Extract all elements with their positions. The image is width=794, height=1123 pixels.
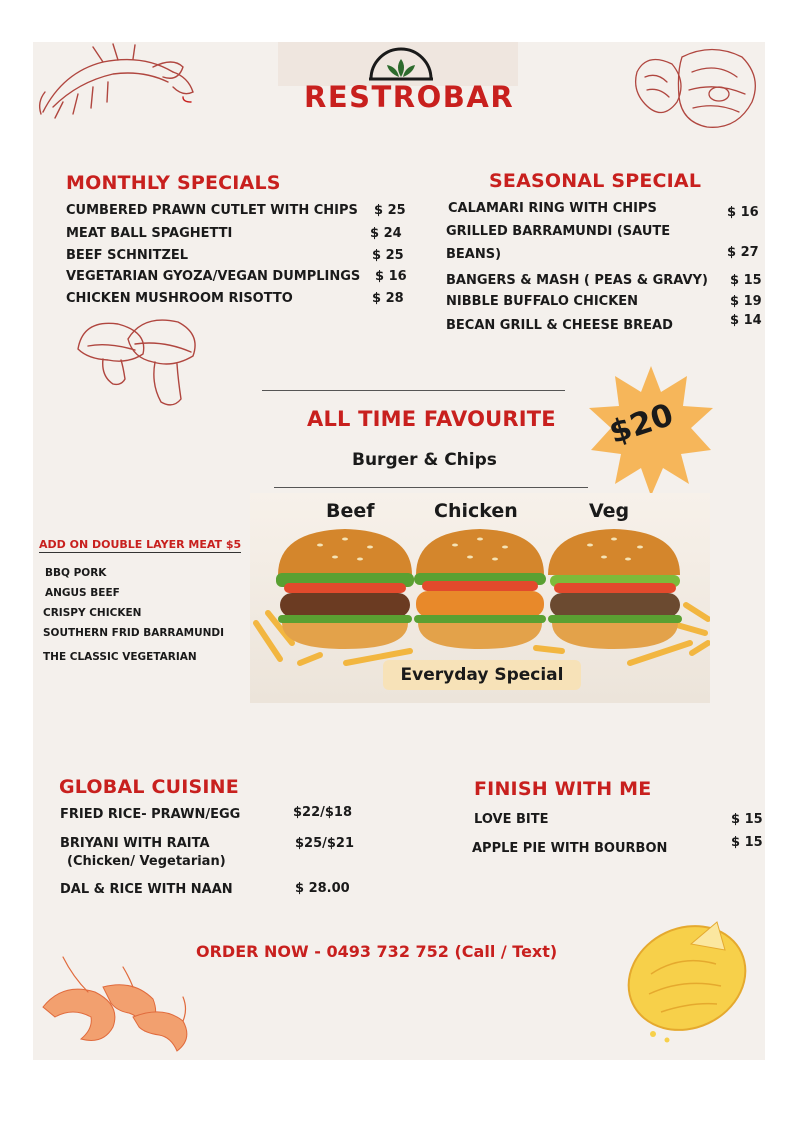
finish-item-price: $ 15 (731, 835, 763, 850)
finish-title: FINISH WITH ME (474, 778, 652, 800)
seasonal-item-price: $ 27 (727, 245, 759, 260)
monthly-item-name: MEAT BALL SPAGHETTI (66, 226, 233, 241)
favourite-title: ALL TIME FAVOURITE (307, 407, 556, 431)
seasonal-item-name: NIBBLE BUFFALO CHICKEN (446, 294, 639, 309)
seasonal-item-name-cont: BEANS) (446, 247, 502, 262)
mushroom-sketch-icon (73, 304, 203, 414)
addon-item: SOUTHERN FRID BARRAMUNDI (43, 627, 225, 639)
finish-item-price: $ 15 (731, 812, 763, 827)
monthly-item-price: $ 25 (372, 248, 404, 263)
monthly-item-name: CUMBERED PRAWN CUTLET WITH CHIPS (66, 203, 358, 218)
burger-photo (250, 493, 710, 703)
shrimp-icon (33, 947, 203, 1060)
monthly-item-name: VEGETARIAN GYOZA/VEGAN DUMPLINGS (66, 269, 361, 284)
burger-label: Chicken (434, 500, 518, 522)
global-item-price: $ 28.00 (295, 881, 350, 896)
seasonal-item-name: BECAN GRILL & CHEESE BREAD (446, 318, 673, 333)
seasonal-item-price: $ 14 (730, 313, 762, 328)
monthly-item-price: $ 25 (374, 203, 406, 218)
divider (262, 390, 565, 391)
monthly-item-name: CHICKEN MUSHROOM RISOTTO (66, 291, 293, 306)
addon-item: THE CLASSIC VEGETARIAN (43, 651, 197, 663)
order-now-text[interactable]: ORDER NOW - 0493 732 752 (Call / Text) (196, 942, 558, 961)
lobster-sketch-icon (33, 42, 203, 122)
global-item-name: FRIED RICE- PRAWN/EGG (60, 807, 241, 822)
global-item-price: $25/$21 (295, 836, 355, 851)
global-item-name: DAL & RICE WITH NAAN (60, 882, 233, 897)
monthly-item-price: $ 28 (372, 291, 404, 306)
monthly-item-name: BEEF SCHNITZEL (66, 248, 189, 263)
finish-item-name: LOVE BITE (474, 812, 549, 827)
seasonal-item-price: $ 19 (730, 294, 762, 309)
seasonal-item-name: BANGERS & MASH ( PEAS & GRAVY) (446, 273, 708, 288)
global-item-price: $22/$18 (293, 805, 353, 820)
seasonal-item-price: $ 15 (730, 273, 762, 288)
burger-label: Beef (326, 500, 375, 522)
oyster-sketch-icon (627, 42, 765, 137)
favourite-subtitle: Burger & Chips (352, 450, 497, 470)
monthly-item-price: $ 16 (375, 269, 407, 284)
addon-title: ADD ON DOUBLE LAYER MEAT $5 (39, 538, 242, 551)
menu-page (33, 42, 765, 1060)
monthly-item-price: $ 24 (370, 226, 402, 241)
monthly-title: MONTHLY SPECIALS (66, 172, 281, 194)
seasonal-item-name: GRILLED BARRAMUNDI (SAUTE (446, 224, 671, 239)
addon-item: BBQ PORK (45, 567, 107, 579)
burger-label: Veg (589, 500, 630, 522)
badge-price: $20 (605, 396, 678, 452)
addon-item: ANGUS BEEF (45, 587, 120, 599)
divider (274, 487, 588, 488)
addon-item: CRISPY CHICKEN (43, 607, 142, 619)
everyday-special-banner: Everyday Special (383, 660, 581, 690)
seasonal-title: SEASONAL SPECIAL (489, 170, 702, 192)
seasonal-item-name: CALAMARI RING WITH CHIPS (448, 201, 657, 216)
finish-item-name: APPLE PIE WITH BOURBON (472, 841, 668, 856)
global-item-name: BRIYANI WITH RAITA (60, 836, 210, 851)
seasonal-item-price: $ 16 (727, 205, 759, 220)
restrobar-logo-icon (367, 43, 435, 81)
pie-icon (621, 904, 755, 1050)
global-title: GLOBAL CUISINE (59, 776, 239, 798)
global-item-name-cont: (Chicken/ Vegetarian) (67, 854, 226, 869)
brand-name: RESTROBAR (304, 80, 515, 114)
